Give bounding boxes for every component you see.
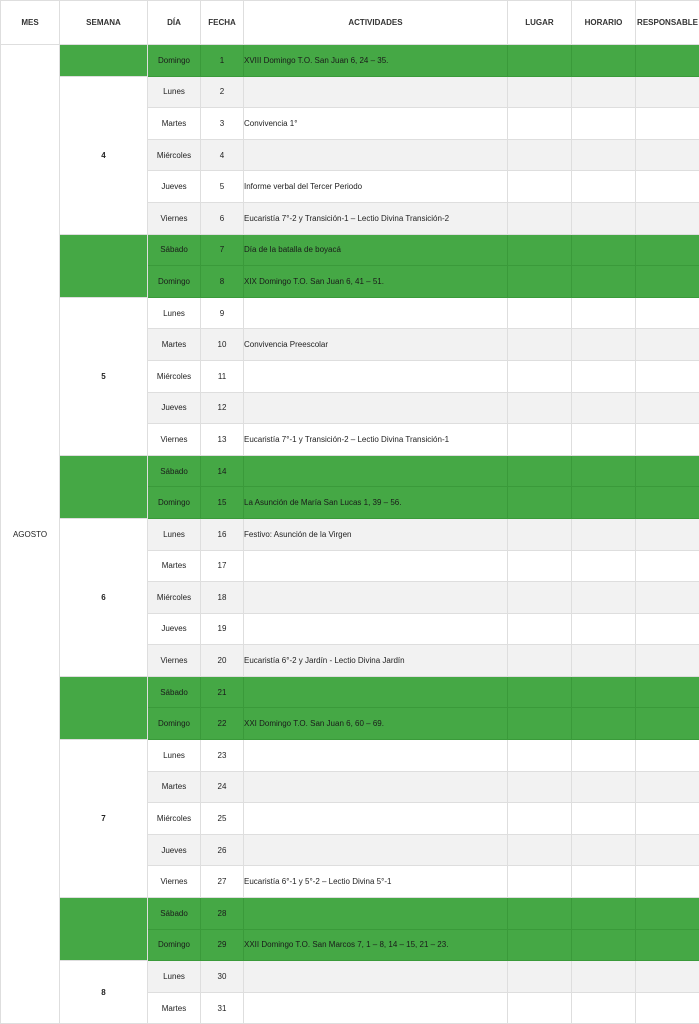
- horario-cell: [572, 740, 636, 772]
- lugar-cell: [508, 898, 572, 930]
- lugar-cell: [508, 834, 572, 866]
- horario-cell: [572, 45, 636, 77]
- activity-cell: XXI Domingo T.O. San Juan 6, 60 – 69.: [244, 708, 508, 740]
- lugar-cell: [508, 234, 572, 266]
- date-cell: 23: [201, 740, 244, 772]
- horario-cell: [572, 139, 636, 171]
- responsable-cell: [636, 45, 699, 77]
- day-cell: Domingo: [148, 929, 201, 961]
- day-cell: Miércoles: [148, 139, 201, 171]
- activity-cell: Informe verbal del Tercer Periodo: [244, 171, 508, 203]
- responsable-cell: [636, 487, 699, 519]
- date-cell: 28: [201, 898, 244, 930]
- horario-cell: [572, 76, 636, 108]
- activity-cell: [244, 297, 508, 329]
- lugar-cell: [508, 171, 572, 203]
- lugar-cell: [508, 582, 572, 614]
- date-cell: 20: [201, 645, 244, 677]
- day-cell: Miércoles: [148, 582, 201, 614]
- responsable-cell: [636, 898, 699, 930]
- lugar-cell: [508, 76, 572, 108]
- lugar-cell: [508, 929, 572, 961]
- date-cell: 2: [201, 76, 244, 108]
- date-cell: 17: [201, 550, 244, 582]
- lugar-cell: [508, 424, 572, 456]
- responsable-cell: [636, 76, 699, 108]
- day-cell: Viernes: [148, 645, 201, 677]
- responsable-cell: [636, 771, 699, 803]
- lugar-cell: [508, 487, 572, 519]
- date-cell: 22: [201, 708, 244, 740]
- date-cell: 27: [201, 866, 244, 898]
- horario-cell: [572, 518, 636, 550]
- day-cell: Martes: [148, 992, 201, 1024]
- responsable-cell: [636, 582, 699, 614]
- lugar-cell: [508, 803, 572, 835]
- activity-cell: Día de la batalla de boyacá: [244, 234, 508, 266]
- week-number-cell: [60, 45, 148, 77]
- date-cell: 13: [201, 424, 244, 456]
- day-cell: Jueves: [148, 834, 201, 866]
- activity-cell: XIX Domingo T.O. San Juan 6, 41 – 51.: [244, 266, 508, 298]
- responsable-cell: [636, 550, 699, 582]
- table-row: [1, 676, 699, 708]
- day-cell: Miércoles: [148, 360, 201, 392]
- date-cell: 14: [201, 455, 244, 487]
- day-cell: Sábado: [148, 234, 201, 266]
- horario-cell: [572, 202, 636, 234]
- table-row: [1, 455, 699, 487]
- activity-cell: [244, 455, 508, 487]
- date-cell: 21: [201, 676, 244, 708]
- table-header: [1, 1, 699, 45]
- table-row: [1, 898, 699, 930]
- week-number-cell: [60, 455, 148, 518]
- activity-cell: La Asunción de María San Lucas 1, 39 – 56.: [244, 487, 508, 519]
- week-number-cell: [60, 234, 148, 297]
- day-cell: Lunes: [148, 961, 201, 993]
- activity-cell: [244, 740, 508, 772]
- horario-cell: [572, 961, 636, 993]
- day-cell: Domingo: [148, 266, 201, 298]
- horario-cell: [572, 834, 636, 866]
- lugar-cell: [508, 992, 572, 1024]
- header-horario: HORARIO: [572, 1, 636, 45]
- date-cell: 3: [201, 108, 244, 140]
- date-cell: 6: [201, 202, 244, 234]
- activity-cell: [244, 582, 508, 614]
- date-cell: 9: [201, 297, 244, 329]
- responsable-cell: [636, 740, 699, 772]
- date-cell: 31: [201, 992, 244, 1024]
- horario-cell: [572, 929, 636, 961]
- week-number-cell: 5: [60, 297, 148, 455]
- horario-cell: [572, 424, 636, 456]
- lugar-cell: [508, 266, 572, 298]
- horario-cell: [572, 708, 636, 740]
- horario-cell: [572, 329, 636, 361]
- date-cell: 5: [201, 171, 244, 203]
- activity-cell: [244, 139, 508, 171]
- date-cell: 4: [201, 139, 244, 171]
- date-cell: 12: [201, 392, 244, 424]
- horario-cell: [572, 645, 636, 677]
- table-row: [1, 740, 699, 772]
- horario-cell: [572, 866, 636, 898]
- responsable-cell: [636, 266, 699, 298]
- horario-cell: [572, 234, 636, 266]
- lugar-cell: [508, 961, 572, 993]
- week-number-cell: 7: [60, 740, 148, 898]
- day-cell: Miércoles: [148, 803, 201, 835]
- responsable-cell: [636, 645, 699, 677]
- day-cell: Viernes: [148, 202, 201, 234]
- lugar-cell: [508, 771, 572, 803]
- table-row: [1, 234, 699, 266]
- responsable-cell: [636, 929, 699, 961]
- responsable-cell: [636, 992, 699, 1024]
- activity-cell: Festivo: Asunción de la Virgen: [244, 518, 508, 550]
- activity-cell: Convivencia 1°: [244, 108, 508, 140]
- horario-cell: [572, 487, 636, 519]
- horario-cell: [572, 771, 636, 803]
- activity-cell: XXII Domingo T.O. San Marcos 7, 1 – 8, 14 – 15, 21 – 23.: [244, 929, 508, 961]
- day-cell: Sábado: [148, 898, 201, 930]
- horario-cell: [572, 613, 636, 645]
- responsable-cell: [636, 202, 699, 234]
- table-body: [1, 45, 699, 1024]
- horario-cell: [572, 455, 636, 487]
- lugar-cell: [508, 455, 572, 487]
- responsable-cell: [636, 360, 699, 392]
- horario-cell: [572, 582, 636, 614]
- activity-cell: [244, 834, 508, 866]
- responsable-cell: [636, 171, 699, 203]
- date-cell: 25: [201, 803, 244, 835]
- day-cell: Viernes: [148, 424, 201, 456]
- activity-cell: [244, 961, 508, 993]
- date-cell: 19: [201, 613, 244, 645]
- lugar-cell: [508, 613, 572, 645]
- horario-cell: [572, 676, 636, 708]
- activity-cell: XVIII Domingo T.O. San Juan 6, 24 – 35.: [244, 45, 508, 77]
- day-cell: Viernes: [148, 866, 201, 898]
- lugar-cell: [508, 518, 572, 550]
- horario-cell: [572, 108, 636, 140]
- lugar-cell: [508, 550, 572, 582]
- activity-cell: Eucaristía 7°-2 y Transición-1 – Lectio Divina Transición-2: [244, 202, 508, 234]
- week-number-cell: 4: [60, 76, 148, 234]
- responsable-cell: [636, 392, 699, 424]
- responsable-cell: [636, 424, 699, 456]
- activity-cell: Eucaristía 6°-2 y Jardín - Lectio Divina Jardín: [244, 645, 508, 677]
- responsable-cell: [636, 803, 699, 835]
- header-mes: MES: [1, 1, 60, 45]
- responsable-cell: [636, 961, 699, 993]
- horario-cell: [572, 266, 636, 298]
- activity-cell: [244, 992, 508, 1024]
- day-cell: Lunes: [148, 297, 201, 329]
- day-cell: Martes: [148, 771, 201, 803]
- activity-cell: [244, 676, 508, 708]
- activity-cell: [244, 550, 508, 582]
- lugar-cell: [508, 202, 572, 234]
- table-row: [1, 961, 699, 993]
- day-cell: Lunes: [148, 518, 201, 550]
- lugar-cell: [508, 866, 572, 898]
- day-cell: Jueves: [148, 392, 201, 424]
- lugar-cell: [508, 329, 572, 361]
- horario-cell: [572, 803, 636, 835]
- lugar-cell: [508, 297, 572, 329]
- week-number-cell: [60, 676, 148, 739]
- lugar-cell: [508, 45, 572, 77]
- day-cell: Martes: [148, 329, 201, 361]
- activity-cell: [244, 898, 508, 930]
- activity-cell: Convivencia Preescolar: [244, 329, 508, 361]
- day-cell: Martes: [148, 550, 201, 582]
- activity-cell: [244, 613, 508, 645]
- date-cell: 18: [201, 582, 244, 614]
- date-cell: 8: [201, 266, 244, 298]
- responsable-cell: [636, 234, 699, 266]
- date-cell: 7: [201, 234, 244, 266]
- lugar-cell: [508, 139, 572, 171]
- date-cell: 11: [201, 360, 244, 392]
- lugar-cell: [508, 360, 572, 392]
- activity-cell: [244, 803, 508, 835]
- table-row: [1, 45, 699, 77]
- header-actividades: ACTIVIDADES: [244, 1, 508, 45]
- date-cell: 1: [201, 45, 244, 77]
- horario-cell: [572, 171, 636, 203]
- lugar-cell: [508, 740, 572, 772]
- activity-cell: [244, 392, 508, 424]
- month-cell: AGOSTO: [1, 45, 60, 1024]
- header-dia: DÍA: [148, 1, 201, 45]
- lugar-cell: [508, 108, 572, 140]
- day-cell: Sábado: [148, 455, 201, 487]
- horario-cell: [572, 392, 636, 424]
- header-lugar: LUGAR: [508, 1, 572, 45]
- day-cell: Jueves: [148, 171, 201, 203]
- responsable-cell: [636, 139, 699, 171]
- responsable-cell: [636, 866, 699, 898]
- week-number-cell: 6: [60, 518, 148, 676]
- responsable-cell: [636, 329, 699, 361]
- lugar-cell: [508, 645, 572, 677]
- day-cell: Sábado: [148, 676, 201, 708]
- day-cell: Martes: [148, 108, 201, 140]
- activity-cell: Eucaristía 6°-1 y 5°-2 – Lectio Divina 5°-1: [244, 866, 508, 898]
- day-cell: Lunes: [148, 740, 201, 772]
- responsable-cell: [636, 834, 699, 866]
- table-row: [1, 297, 699, 329]
- activity-cell: [244, 360, 508, 392]
- horario-cell: [572, 550, 636, 582]
- lugar-cell: [508, 392, 572, 424]
- horario-cell: [572, 297, 636, 329]
- date-cell: 16: [201, 518, 244, 550]
- date-cell: 24: [201, 771, 244, 803]
- horario-cell: [572, 360, 636, 392]
- activity-cell: [244, 771, 508, 803]
- day-cell: Domingo: [148, 45, 201, 77]
- responsable-cell: [636, 676, 699, 708]
- date-cell: 15: [201, 487, 244, 519]
- horario-cell: [572, 898, 636, 930]
- activity-cell: [244, 76, 508, 108]
- week-number-cell: 8: [60, 961, 148, 1024]
- day-cell: Domingo: [148, 487, 201, 519]
- responsable-cell: [636, 708, 699, 740]
- header-semana: SEMANA: [60, 1, 148, 45]
- table-row: [1, 518, 699, 550]
- responsable-cell: [636, 455, 699, 487]
- day-cell: Lunes: [148, 76, 201, 108]
- activity-cell: Eucaristía 7°-1 y Transición-2 – Lectio Divina Transición-1: [244, 424, 508, 456]
- table-row: [1, 76, 699, 108]
- lugar-cell: [508, 676, 572, 708]
- week-number-cell: [60, 898, 148, 961]
- header-fecha: FECHA: [201, 1, 244, 45]
- responsable-cell: [636, 518, 699, 550]
- horario-cell: [572, 992, 636, 1024]
- lugar-cell: [508, 708, 572, 740]
- header-responsable: RESPONSABLE: [636, 1, 699, 45]
- date-cell: 30: [201, 961, 244, 993]
- date-cell: 10: [201, 329, 244, 361]
- day-cell: Domingo: [148, 708, 201, 740]
- date-cell: 26: [201, 834, 244, 866]
- responsable-cell: [636, 108, 699, 140]
- responsable-cell: [636, 297, 699, 329]
- date-cell: 29: [201, 929, 244, 961]
- responsable-cell: [636, 613, 699, 645]
- day-cell: Jueves: [148, 613, 201, 645]
